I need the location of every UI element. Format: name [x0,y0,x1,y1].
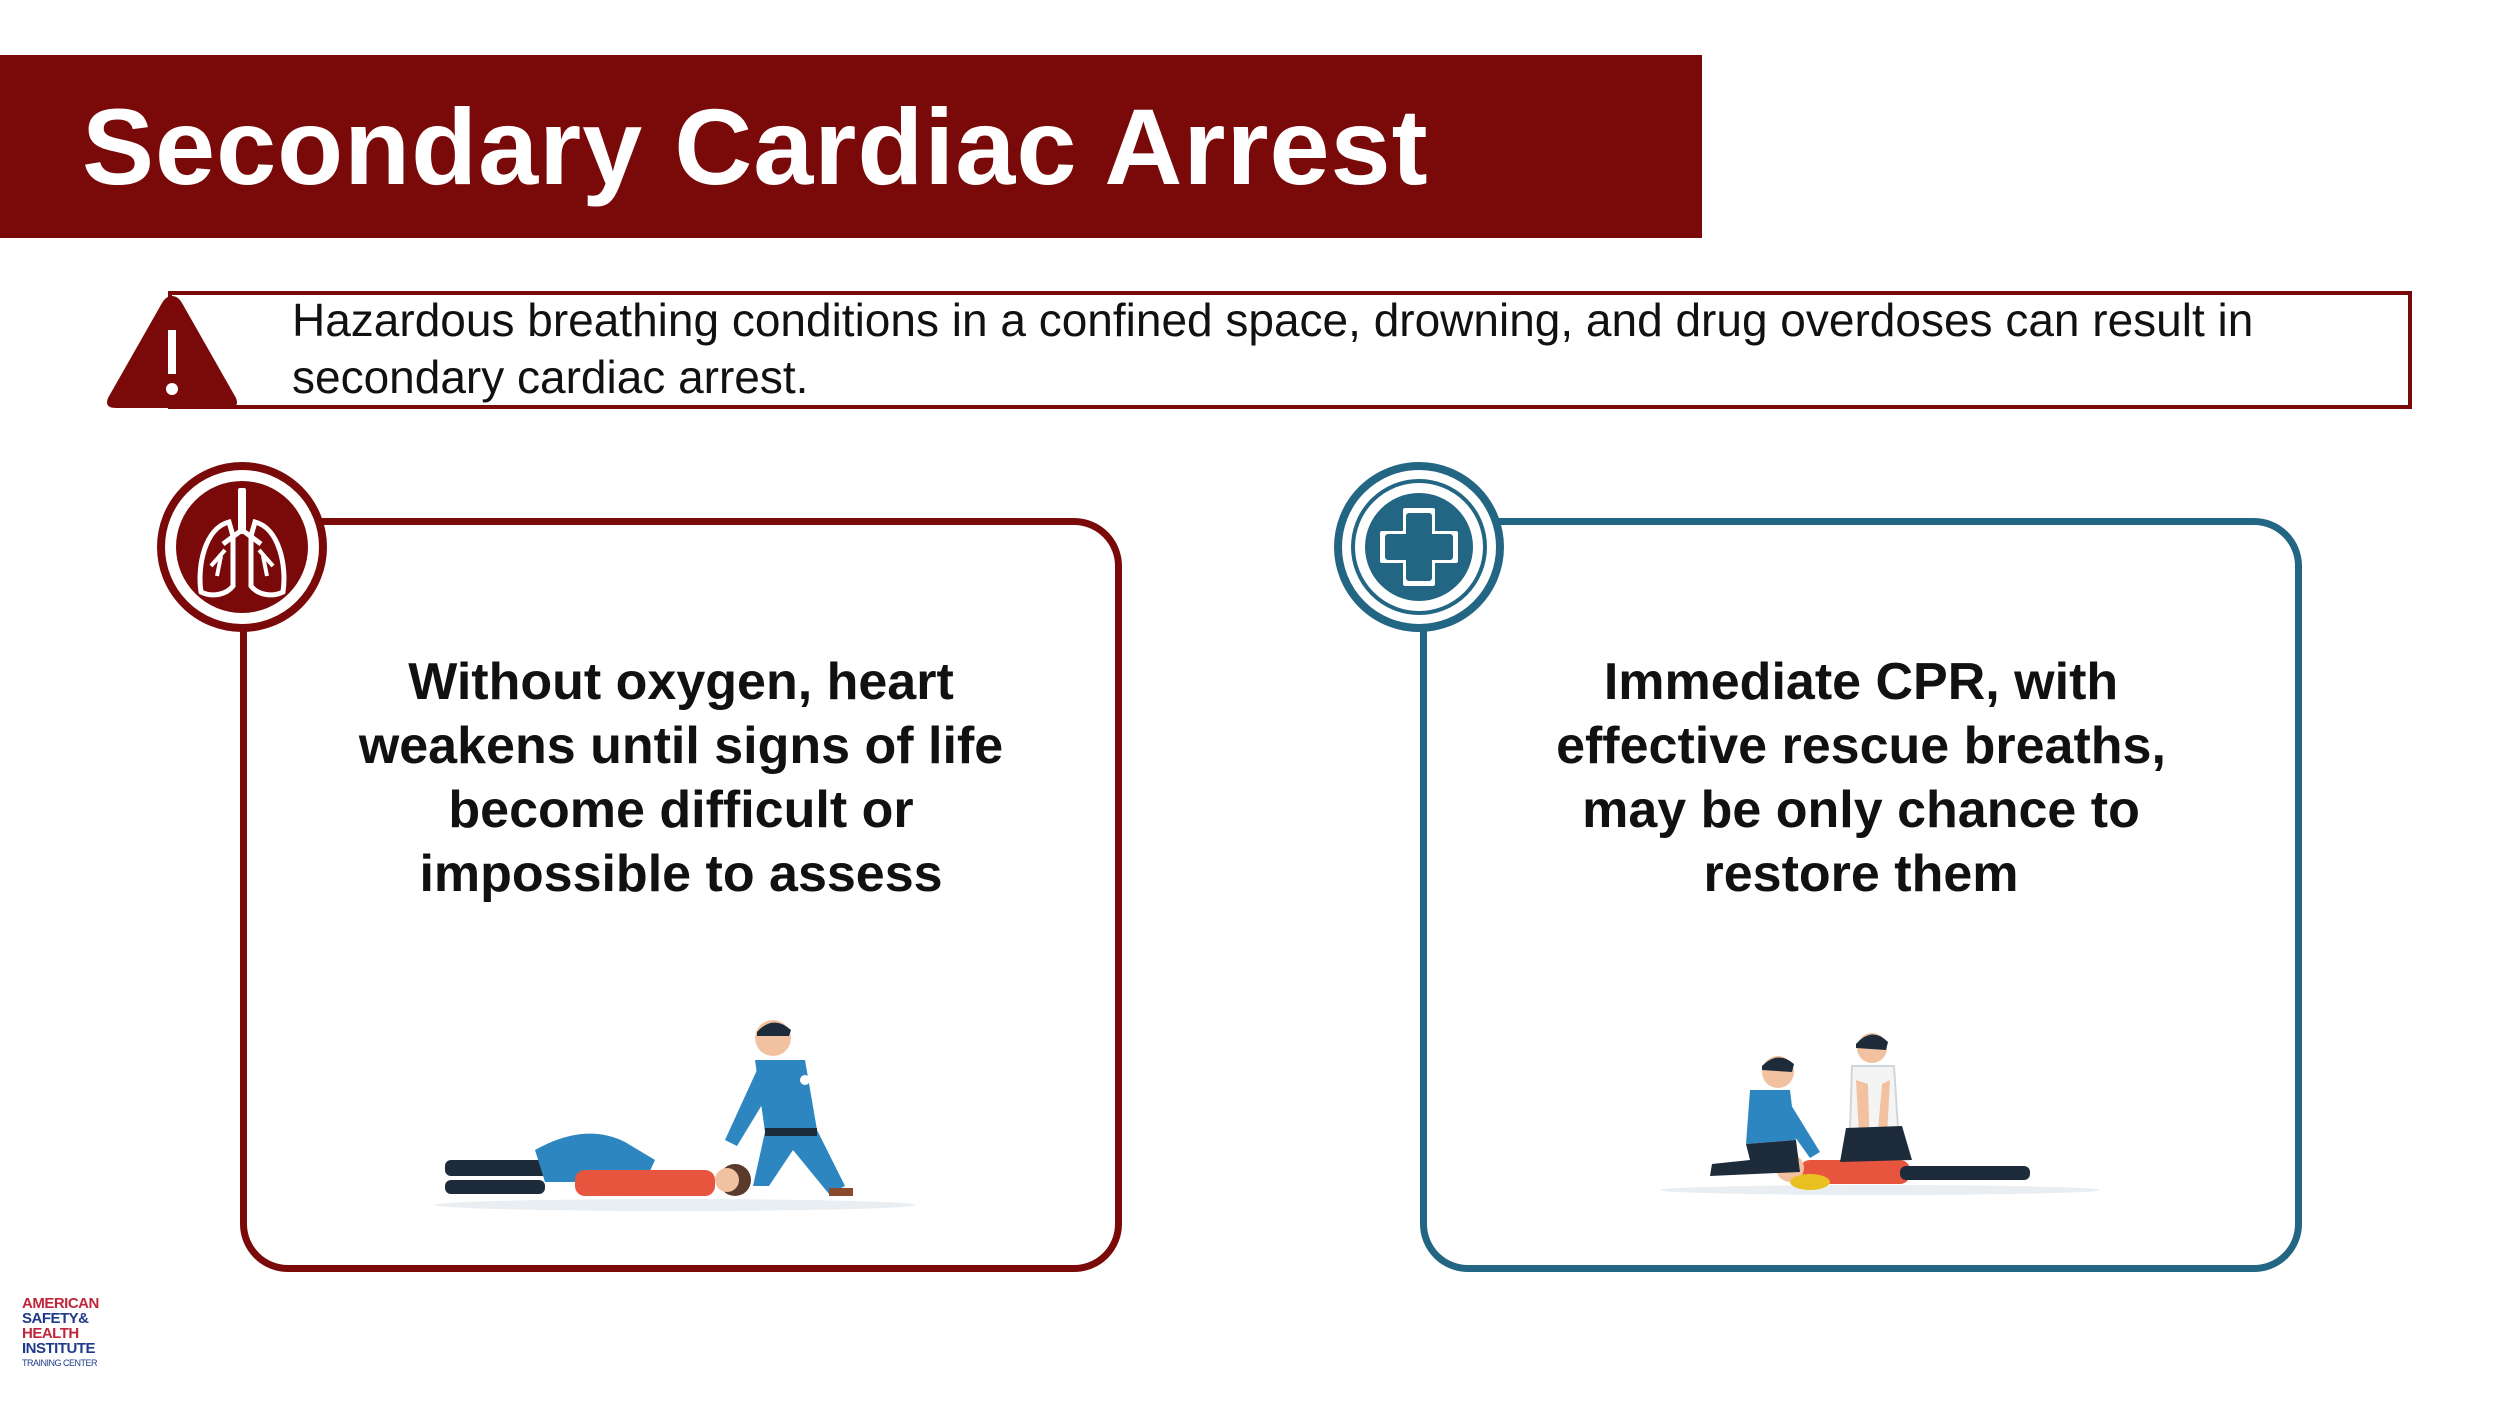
medical-cross-icon [1342,470,1496,624]
title-bar [0,55,1702,238]
page-title: Secondary Cardiac Arrest [82,86,1429,207]
logo-line5: TRAINING CENTER [22,1358,98,1368]
warning-text: Hazardous breathing conditions in a confined space, drowning, and drug overdoses can result in secondary cardiac arrest. [292,294,2254,403]
cpr-illustration [1650,1020,2110,1200]
oxygen-card-text: Without oxygen, heart weakens until signs of life become difficult or impossible to assess [358,653,1004,903]
logo-line4: INSTITUTE [22,1340,95,1357]
logo-line2: SAFETY& [22,1310,89,1327]
warning-triangle-icon [102,290,242,414]
lungs-badge [157,462,327,632]
logo-line1: AMERICAN [22,1295,99,1312]
cpr-card-text: Immediate CPR, with effective rescue breaths, may be only chance to restore them [1556,653,2166,903]
medical-badge [1334,462,1504,632]
ashi-logo [22,1296,122,1388]
responder-check-illustration [425,1010,925,1220]
lungs-icon [165,470,319,624]
logo-line3: HEALTH [22,1325,79,1342]
